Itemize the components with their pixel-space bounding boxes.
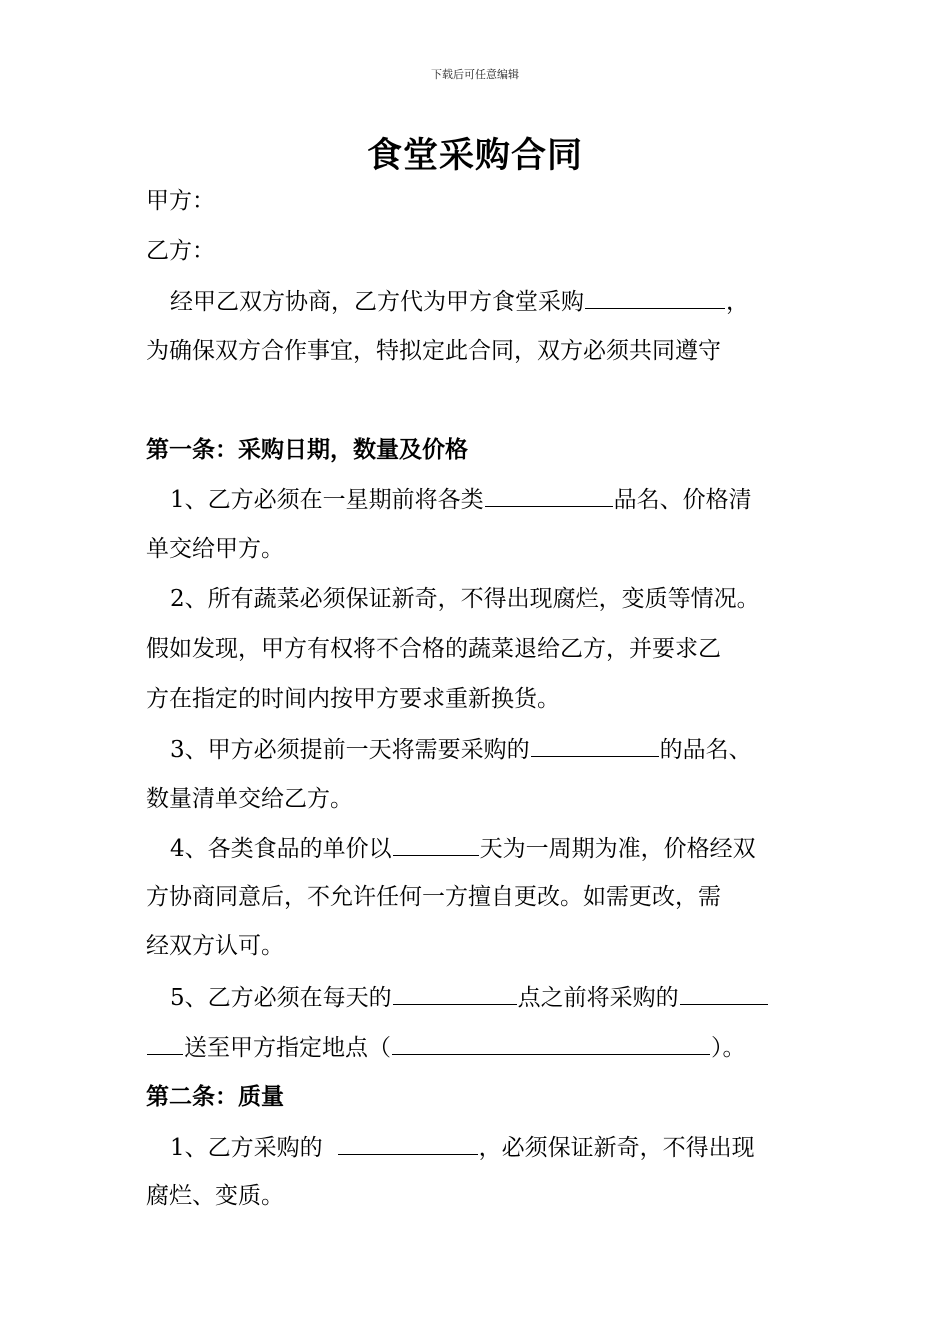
fill-blank	[680, 982, 768, 1005]
fill-blank	[393, 982, 517, 1005]
fill-blank	[338, 1132, 478, 1155]
art2-item1-line1	[170, 1132, 755, 1163]
intro-text: 经甲乙双方协商，乙方代为甲方食堂采购	[170, 289, 584, 315]
art1-item1-line1	[170, 484, 752, 515]
clause-text: 2、所有蔬菜必须保证新奇，不得出现腐烂，变质等情况。	[170, 586, 760, 612]
article-2-heading	[146, 1082, 284, 1112]
clause-text: 的品名、	[659, 737, 752, 763]
clause-text: 经双方认可。	[146, 933, 284, 959]
clause-text: 方协商同意后，不允许任何一方擅自更改。如需更改，需	[146, 884, 721, 910]
fill-blank	[147, 1032, 183, 1055]
clause-text: ，必须保证新奇，不得出现	[478, 1135, 755, 1161]
clause-text: 点之前将采购的	[517, 985, 679, 1011]
fill-blank	[485, 484, 613, 507]
fill-blank	[392, 1032, 710, 1055]
clause-text: 数量清单交给乙方。	[146, 786, 353, 812]
party-a-label: 甲方：	[146, 188, 215, 214]
party-b-line	[146, 236, 215, 266]
art1-item2-line1	[170, 584, 760, 614]
art1-item4-line1	[170, 833, 756, 864]
intro-line-2	[146, 336, 721, 366]
intro-text: 为确保双方合作事宜，特拟定此合同，双方必须共同遵守	[146, 338, 721, 364]
fill-blank	[393, 833, 479, 856]
clause-text: 3、甲方必须提前一天将需要采购的	[170, 737, 530, 763]
art1-item3-line2	[146, 784, 353, 814]
intro-text: ，	[726, 289, 749, 315]
clause-text: 单交给甲方。	[146, 536, 284, 562]
art1-item5-line1	[170, 982, 769, 1013]
clause-text: 1、乙方采购的	[170, 1135, 323, 1161]
art1-item2-line2	[146, 634, 721, 664]
clause-text: ）。	[711, 1035, 746, 1061]
clause-text: 腐烂、变质。	[146, 1183, 284, 1209]
clause-text: 假如发现，甲方有权将不合格的蔬菜退给乙方，并要求乙	[146, 636, 721, 662]
clause-text: 4、各类食品的单价以	[170, 836, 392, 862]
clause-text: 品名、价格清	[613, 487, 752, 513]
clause-text: 天为一周期为准，价格经双	[479, 836, 756, 862]
clause-text: 送至甲方指定地点（	[184, 1035, 391, 1061]
art2-item1-line2	[146, 1181, 284, 1211]
clause-text: 1、乙方必须在一星期前将各类	[170, 487, 484, 513]
fill-blank	[531, 734, 659, 757]
art1-item3-line1	[170, 734, 752, 765]
art1-item2-line3	[146, 684, 560, 714]
page-title: 食堂采购合同	[366, 135, 583, 176]
article-1-heading	[146, 435, 468, 465]
fill-blank	[585, 286, 725, 309]
clause-text: 方在指定的时间内按甲方要求重新换货。	[146, 686, 560, 712]
party-b-label: 乙方：	[146, 238, 215, 264]
art1-item4-line3	[146, 931, 284, 961]
art1-item5-line2	[146, 1032, 746, 1063]
intro-line-1	[170, 286, 749, 317]
article-heading-text: 第一条：采购日期，数量及价格	[146, 436, 468, 463]
art1-item1-line2	[146, 534, 284, 564]
clause-text: 5、乙方必须在每天的	[170, 985, 392, 1011]
party-a-line	[146, 186, 215, 216]
header-note: 下载后可任意编辑	[431, 68, 519, 81]
article-heading-text: 第二条：质量	[146, 1083, 284, 1110]
art1-item4-line2	[146, 882, 721, 912]
